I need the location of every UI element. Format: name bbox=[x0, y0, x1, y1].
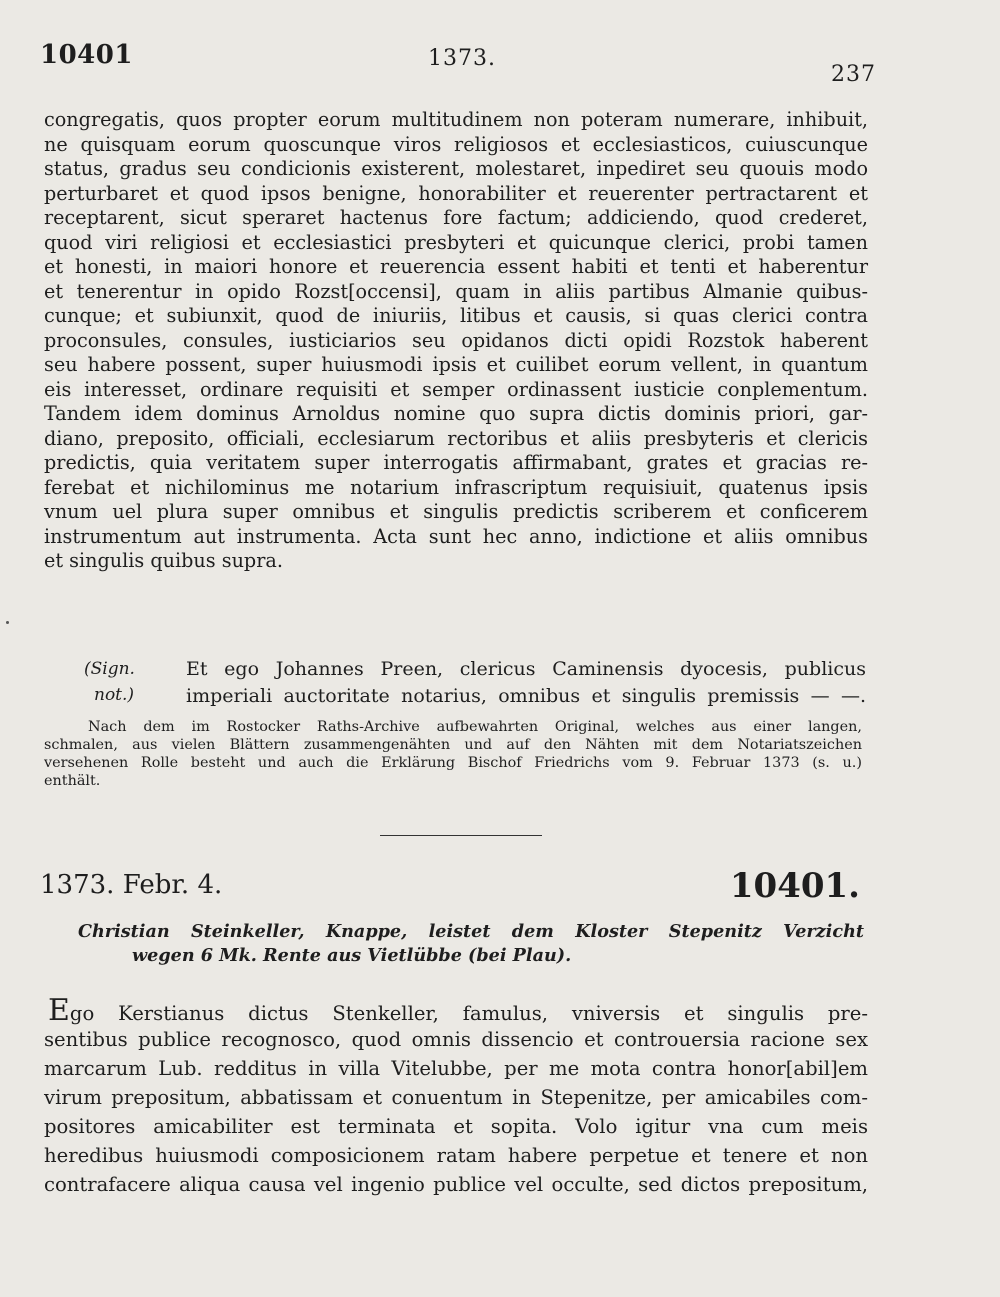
signature-line: imperiali auctoritate notarius, omnibus et singulis premissis — —. bbox=[186, 685, 866, 707]
text-line: sentibus publice recognosco, quod omnis dissencio et controuersia racione sex bbox=[44, 1028, 868, 1051]
note-line: versehenen Rolle besteht und auch die Erklärung Bischof Friedrichs vom 9. Februar 1373 (s. u.) bbox=[44, 755, 862, 771]
summary-line: wegen 6 Mk. Rente aus Vietlübbe (bei Plau). bbox=[132, 945, 572, 966]
text-line: instrumentum aut instrumenta. Acta sunt hec anno, indictione et aliis omnibus bbox=[44, 524, 868, 548]
text-line: predictis, quia veritatem super interrogatis affirmabant, grates et gracias re- bbox=[44, 451, 868, 474]
signum-label-line: (Sign. bbox=[84, 659, 135, 679]
running-head bbox=[40, 40, 876, 90]
document-number: 10401. bbox=[729, 866, 860, 906]
note-line: schmalen, aus vielen Blättern zusammengenähten und auf den Nähten mit dem Notariatszeichen bbox=[44, 737, 862, 753]
first-line-text: go Kerstianus dictus Stenkeller, famulus, vniversis et singulis pre- bbox=[69, 1002, 868, 1025]
page-number: 237 bbox=[831, 62, 876, 87]
text-line: diano, preposito, officiali, ecclesiarum rectoribus et aliis presbyteris et clericis bbox=[44, 426, 868, 450]
document-summary bbox=[78, 920, 864, 968]
signature-line: Et ego Johannes Preen, clericus Caminensis dyocesis, publicus bbox=[186, 658, 866, 680]
text-line: congregatis, quos propter eorum multitudinem non poteram numerare, inhibuit, bbox=[44, 108, 868, 131]
signum-label-line: not.) bbox=[94, 685, 135, 705]
notary-signature bbox=[84, 656, 870, 716]
running-head-document-number: 10401 bbox=[40, 40, 133, 70]
text-line: perturbaret et quod ipsos benigne, honorabiliter et reuerenter pertractarent et bbox=[44, 181, 868, 205]
signature-text bbox=[186, 656, 866, 710]
text-line-with-initial bbox=[44, 993, 868, 1028]
note-line: Nach dem im Rostocker Raths-Archive aufbewahrten Original, welches aus einer langen, bbox=[88, 719, 862, 735]
text-line: ne quisquam eorum quoscunque viros religiosos et ecclesiasticos, cuiuscunque bbox=[44, 132, 868, 156]
document-heading bbox=[40, 866, 860, 910]
text-line: heredibus huiusmodi composicionem ratam habere perpetue et tenere et non bbox=[44, 1144, 868, 1167]
text-line: seu habere possent, super huiusmodi ipsis et cuilibet eorum vellent, in quantum bbox=[44, 353, 868, 376]
text-line: receptarent, sicut speraret hactenus fore factum; addiciendo, quod crederet, bbox=[44, 206, 868, 229]
signum-notarii-label bbox=[84, 656, 174, 708]
text-line: marcarum Lub. redditus in villa Vitelubbe, per me mota contra honor[abil]em bbox=[44, 1057, 868, 1080]
text-line: vnum uel plura super omnibus et singulis predictis scriberem et conficerem bbox=[44, 500, 868, 523]
text-line: positores amicabiliter est terminata et sopita. Volo igitur vna cum meis bbox=[44, 1115, 868, 1138]
running-head-year: 1373. bbox=[428, 46, 496, 71]
section-divider bbox=[380, 835, 542, 836]
text-line: virum prepositum, abbatissam et conuentum in Stepenitze, per amicabiles com- bbox=[44, 1086, 868, 1109]
initial-letter: E bbox=[48, 993, 70, 1028]
text-line: status, gradus seu condicionis existerent, molestaret, inpediret seu quouis modo bbox=[44, 157, 868, 180]
text-line: ferebat et nichilominus me notarium infrascriptum requisiuit, quatenus ipsis bbox=[44, 475, 868, 499]
text-line: Tandem idem dominus Arnoldus nomine quo supra dictis dominis priori, gar- bbox=[44, 402, 868, 425]
summary-line: Christian Steinkeller, Knappe, leistet dem Kloster Stepenitz Verzicht bbox=[78, 921, 864, 942]
note-line: enthält. bbox=[44, 773, 101, 789]
text-line: quod viri religiosi et ecclesiastici presbyteri et quicunque clerici, probi tamen bbox=[44, 230, 868, 254]
text-line: et singulis quibus supra. bbox=[44, 549, 283, 572]
document-text bbox=[44, 993, 868, 1199]
text-line: contrafacere aliqua causa vel ingenio publice vel occulte, sed dictos prepositum, bbox=[44, 1173, 868, 1196]
text-line: et tenerentur in opido Rozst[occensi], quam in aliis partibus Almanie quibus- bbox=[44, 279, 868, 303]
main-text bbox=[44, 108, 868, 574]
margin-mark bbox=[6, 621, 9, 624]
text-line: et honesti, in maiori honore et reuerencia essent habiti et tenti et haberentur bbox=[44, 255, 868, 278]
text-line: proconsules, consules, iusticiarios seu opidanos dicti opidi Rozstok haberent bbox=[44, 328, 868, 352]
text-line: cunque; et subiunxit, quod de iniuriis, litibus et causis, si quas clerici contra bbox=[44, 304, 868, 327]
source-note bbox=[44, 718, 862, 790]
document-date: 1373. Febr. 4. bbox=[40, 870, 223, 900]
text-line: eis interesset, ordinare requisiti et semper ordinassent iusticie conplementum. bbox=[44, 377, 868, 401]
